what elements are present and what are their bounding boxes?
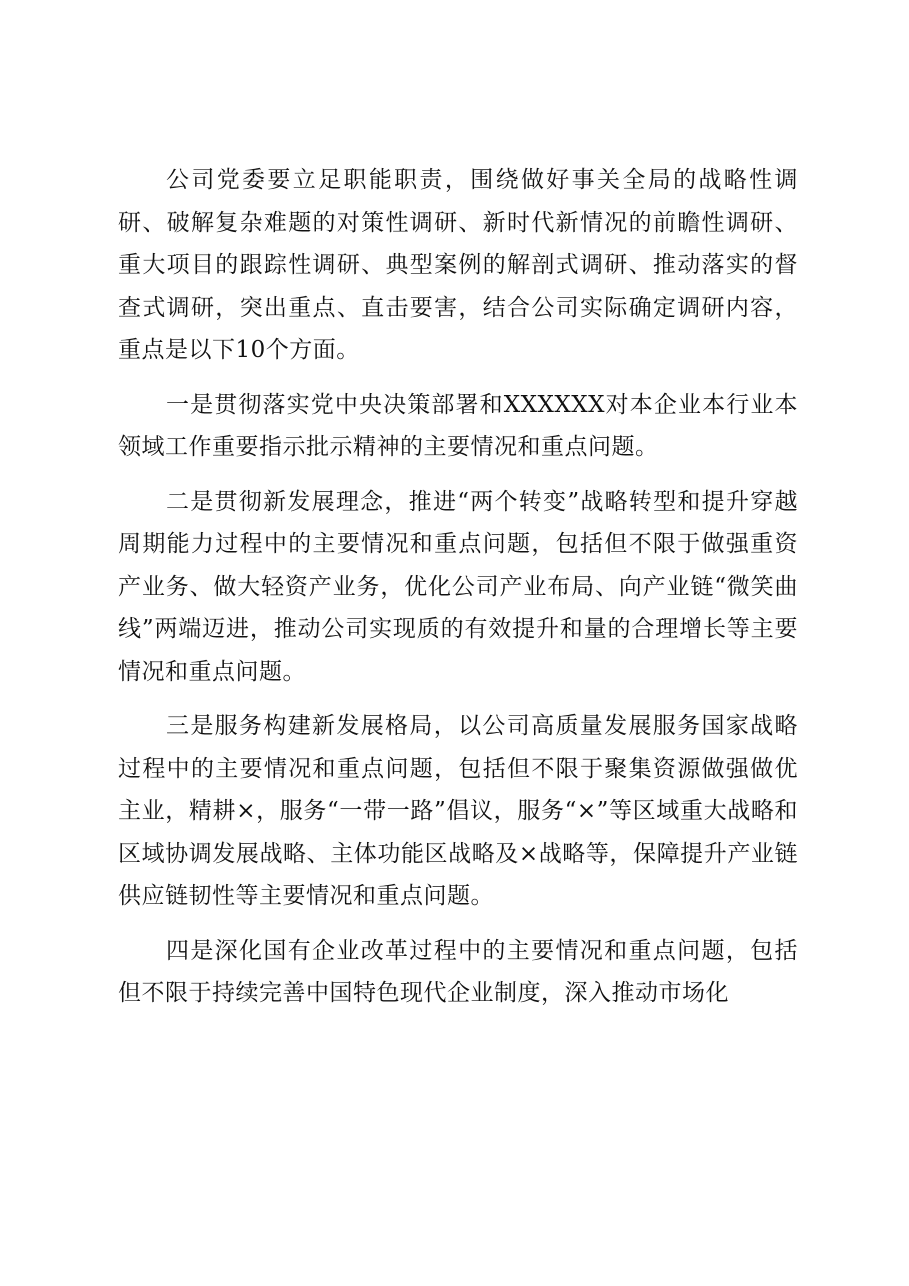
paragraph-item-1: 一是贯彻落实党中央决策部署和XXXXXX对本企业本行业本领域工作重要指示批示精神的主要情况和重点问题。 — [118, 391, 798, 460]
paragraph-intro: 公司党委要立足职能职责，围绕做好事关全局的战略性调研、破解复杂难题的对策性调研、新时代新情况的前瞻性调研、重大项目的跟踪性调研、典型案例的解剖式调研、推动落实的督查式调研，突出重点、直击要害，结合公司实际确定调研内容，重点是以下10个方面。 — [118, 167, 798, 363]
paragraph-item-4: 四是深化国有企业改革过程中的主要情况和重点问题，包括但不限于持续完善中国特色现代企业制度，深入推动市场化 — [118, 937, 798, 1006]
document-body — [118, 159, 798, 1027]
paragraph-item-2: 二是贯彻新发展理念，推进“两个转变”战略转型和提升穿越周期能力过程中的主要情况和重点问题，包括但不限于做强重资产业务、做大轻资产业务，优化公司产业布局、向产业链“微笑曲线”两端迈进，推动公司实现质的有效提升和量的合理增长等主要情况和重点问题。 — [118, 488, 798, 685]
paragraph-item-3: 三是服务构建新发展格局，以公司高质量发展服务国家战略过程中的主要情况和重点问题，包括但不限于聚集资源做强做优主业，精耕×，服务“一带一路”倡议，服务“×”等区域重大战略和区域协调发展战略、主体功能区战略及×战略等，保障提升产业链供应链韧性等主要情况和重点问题。 — [118, 713, 798, 909]
